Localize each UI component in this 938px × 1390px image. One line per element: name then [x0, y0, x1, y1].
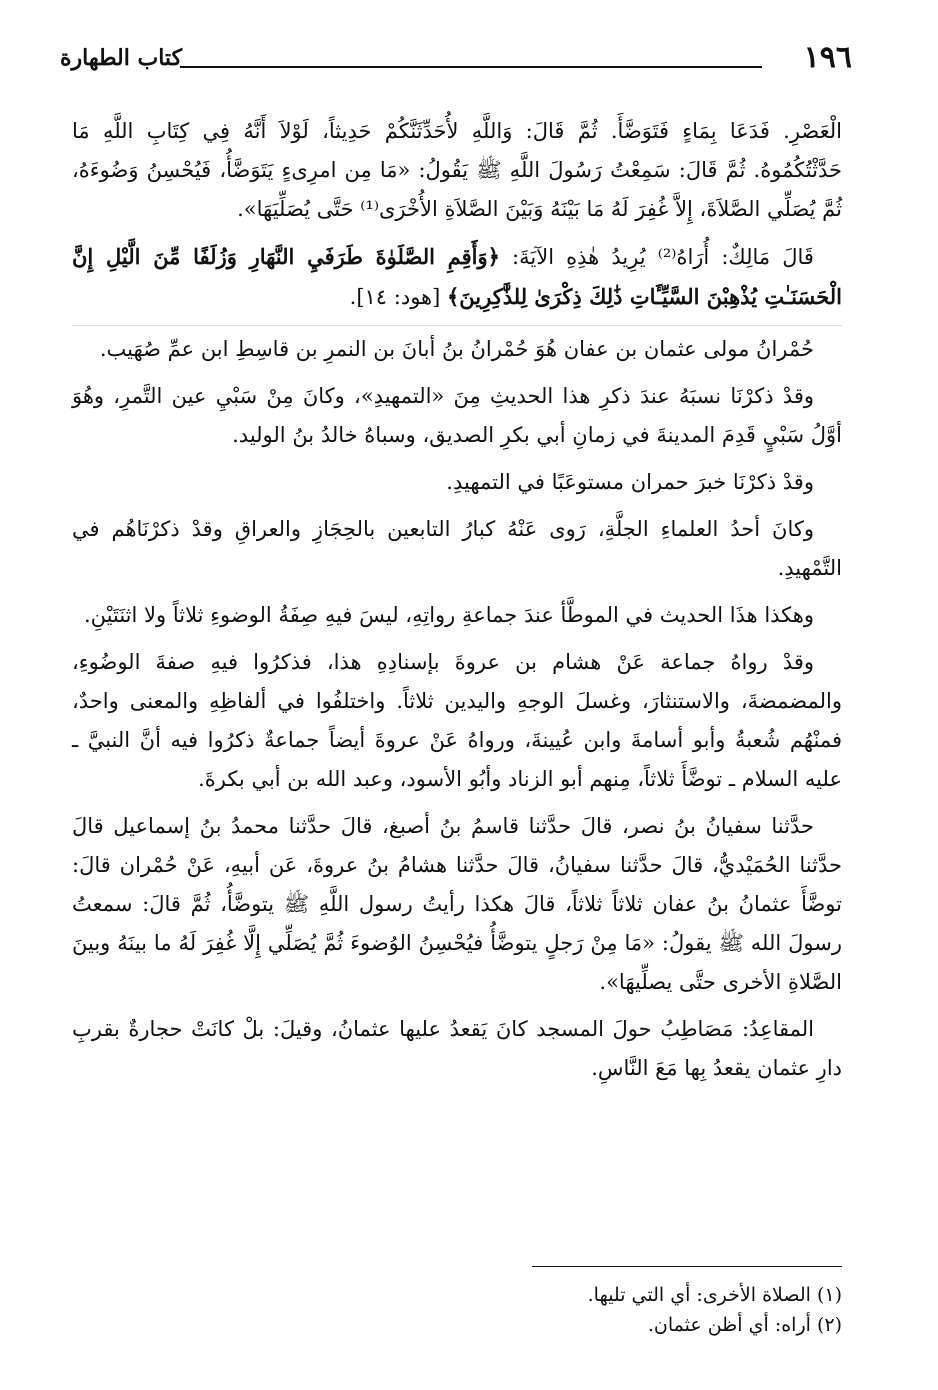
paragraph-isnad: حدَّثنا سفيانُ بنُ نصر، قالَ حدَّثنا قاسمُ بنُ أصبغ، قالَ حدَّثنا محمدُ بنُ إسماعيل قالَ حدَّثنا الحُمَيْديُّ، قالَ حدَّثنا سفيانُ، قالَ حدَّثنا هشامُ بنُ عروةَ، عَن أبيهِ، عَنْ حُمْران قالَ: توضَّأَ عثمانُ بنُ عفان ثلاثاً ثلاثاً، قالَ هكذا رأيتُ رسول اللَّهِ ﷺ يتوضَّأُ، ثُمَّ قالَ: سمعتُ رسولَ الله ﷺ يقولُ: «مَا مِنْ رَجلٍ يتوضَّأُ فيُحْسِنُ الوُضوءَ ثُمَّ يُصَلِّي إِلَّا غُفِرَ لَهُ ما بينَهُ وبينَ الصَّلاةِ الأخرى حتَّى يصلِّيهَا».: [72, 814, 842, 994]
footnote-2: (٢) أراه: أي أظن عثمان.: [647, 1314, 842, 1336]
paragraph-lineage: وقدْ ذكرْنَا نسبَهُ عندَ ذكرِ هذا الحديثِ مِنَ «التمهيدِ»، وكانَ مِنْ سَبْيِ عين التَّمرِ، وهُوَ أوَّلُ سَبْيٍ قَدِمَ المدينةَ في زمانِ أبي بكرِ الصديق، وسباهُ خالدُ بنُ الوليد.: [72, 384, 842, 447]
paragraph-scholars: وكانَ أحدُ العلماءِ الجلَّةِ، رَوى عَنْهُ كبارُ التابعين بالحِجَازِ والعراقِ وقدْ ذكرْنَاهُم في التَّمْهيدِ.: [72, 517, 842, 580]
paragraph-hadith-opening: الْعَصْرِ. فَدَعَا بِمَاءٍ فَتَوَضَّأَ. ثُمَّ قَالَ: وَاللَّهِ لأُحَدِّثَنَّكُمْ حَدِيثاً، لَوْلاَ أَنَّهُ فِي كِتَابِ اللَّهِ مَا حَدَّثْتُكُمُوهُ. ثُمَّ قَالَ: سَمِعْتُ رَسُولَ اللَّهِ ﷺ يَقُولُ: «مَا مِن امرِىءٍ يَتَوَضَّأُ، فَيُحْسِنُ وَضُوءَهُ، ثُمَّ يُصَلِّي الصَّلاَةَ، إِلاَّ غُفِرَ لَهُ مَا بَيْنَهُ وَبَيْنَ الصَّلاَةِ الأُخْرَى⁽¹⁾ حَتَّى يُصَلِّيَهَا».: [72, 119, 842, 221]
footnote-rule: [532, 1266, 842, 1267]
page-header: [60, 38, 852, 78]
paragraph-narrators: وقدْ رواهُ جماعة عَنْ هشام بن عروةَ بإسنادِهِ هذا، فذكرُوا فيهِ صفةَ الوضُوءِ، والمضمضةَ، والاستنثارَ، وغسلَ الوجهِ واليدين ثلاثاً. واختلفُوا في ألفاظِهِ والمعنى واحدٌ، فمنْهُم شُعبةُ وأبو أسامةَ وابن عُيينةَ، ورواهُ عَنْ عروةَ أيضاً جماعةٌ ذكرُوا فيه أنَّ النبيَّ ـ عليه السلام ـ توضَّأَ ثلاثاً، مِنهم أبو الزناد وأبُو الأسود، وعبد الله بن أبي بكرةَ.: [72, 650, 842, 791]
paragraph-malik-quran: [72, 237, 842, 317]
page-body: [72, 112, 842, 1096]
quran-verse: ﴿وَأَقِمِ الصَّلَوٰةَ طَرَفَيِ النَّهَارِ وَزُلَفًا مِّنَ الَّيْلِ إِنَّ الْحَسَنَـٰتِ يُذْهِبْنَ السَّيِّـَٔاتِ ذَٰلِكَ ذِكْرَىٰ لِلذَّٰكِرِينَ﴾: [72, 244, 842, 309]
verse-reference: [هود: ١٤].: [349, 285, 441, 309]
footnotes: [300, 1280, 842, 1340]
paragraph-humran: حُمْرانُ مولى عثمان بن عفان هُوَ حُمْرانُ بنُ أبانَ بن النمرِ بن قاسِطِ ابن عمِّ صُهَيب.: [72, 325, 842, 369]
paragraph-muwatta: وهكذا هذَا الحديث في الموطَّأ عندَ جماعةِ رواتِهِ، ليسَ فيهِ صِفَةُ الوضوءِ ثلاثاً ولا اثنَتَيْنِ.: [84, 603, 814, 627]
page-number: ١٩٦: [803, 40, 852, 75]
header-rule: [180, 66, 762, 68]
paragraph-tamhid: وقدْ ذكرْنَا خبرَ حمران مستوعَبًا في التمهيدِ.: [446, 470, 814, 494]
footnote-1: (١) الصلاة الأخرى: أي التي تليها.: [587, 1284, 842, 1306]
running-title: كتاب الطهارة: [60, 45, 183, 71]
malik-intro: قَالَ مَالِكٌ: أُرَاهُ⁽²⁾ يُرِيدُ هٰذِهِ الآيَةَ:: [512, 245, 814, 269]
paragraph-maqaid: المقاعِدُ: مَصَاطِبُ حولَ المسجد كانَ يَقعدُ عليها عثمانُ، وقيلَ: بلْ كانَتْ حجارةٌ بقربِ دارِ عثمان يقعدُ بِها مَعَ النَّاسِ.: [72, 1017, 842, 1080]
